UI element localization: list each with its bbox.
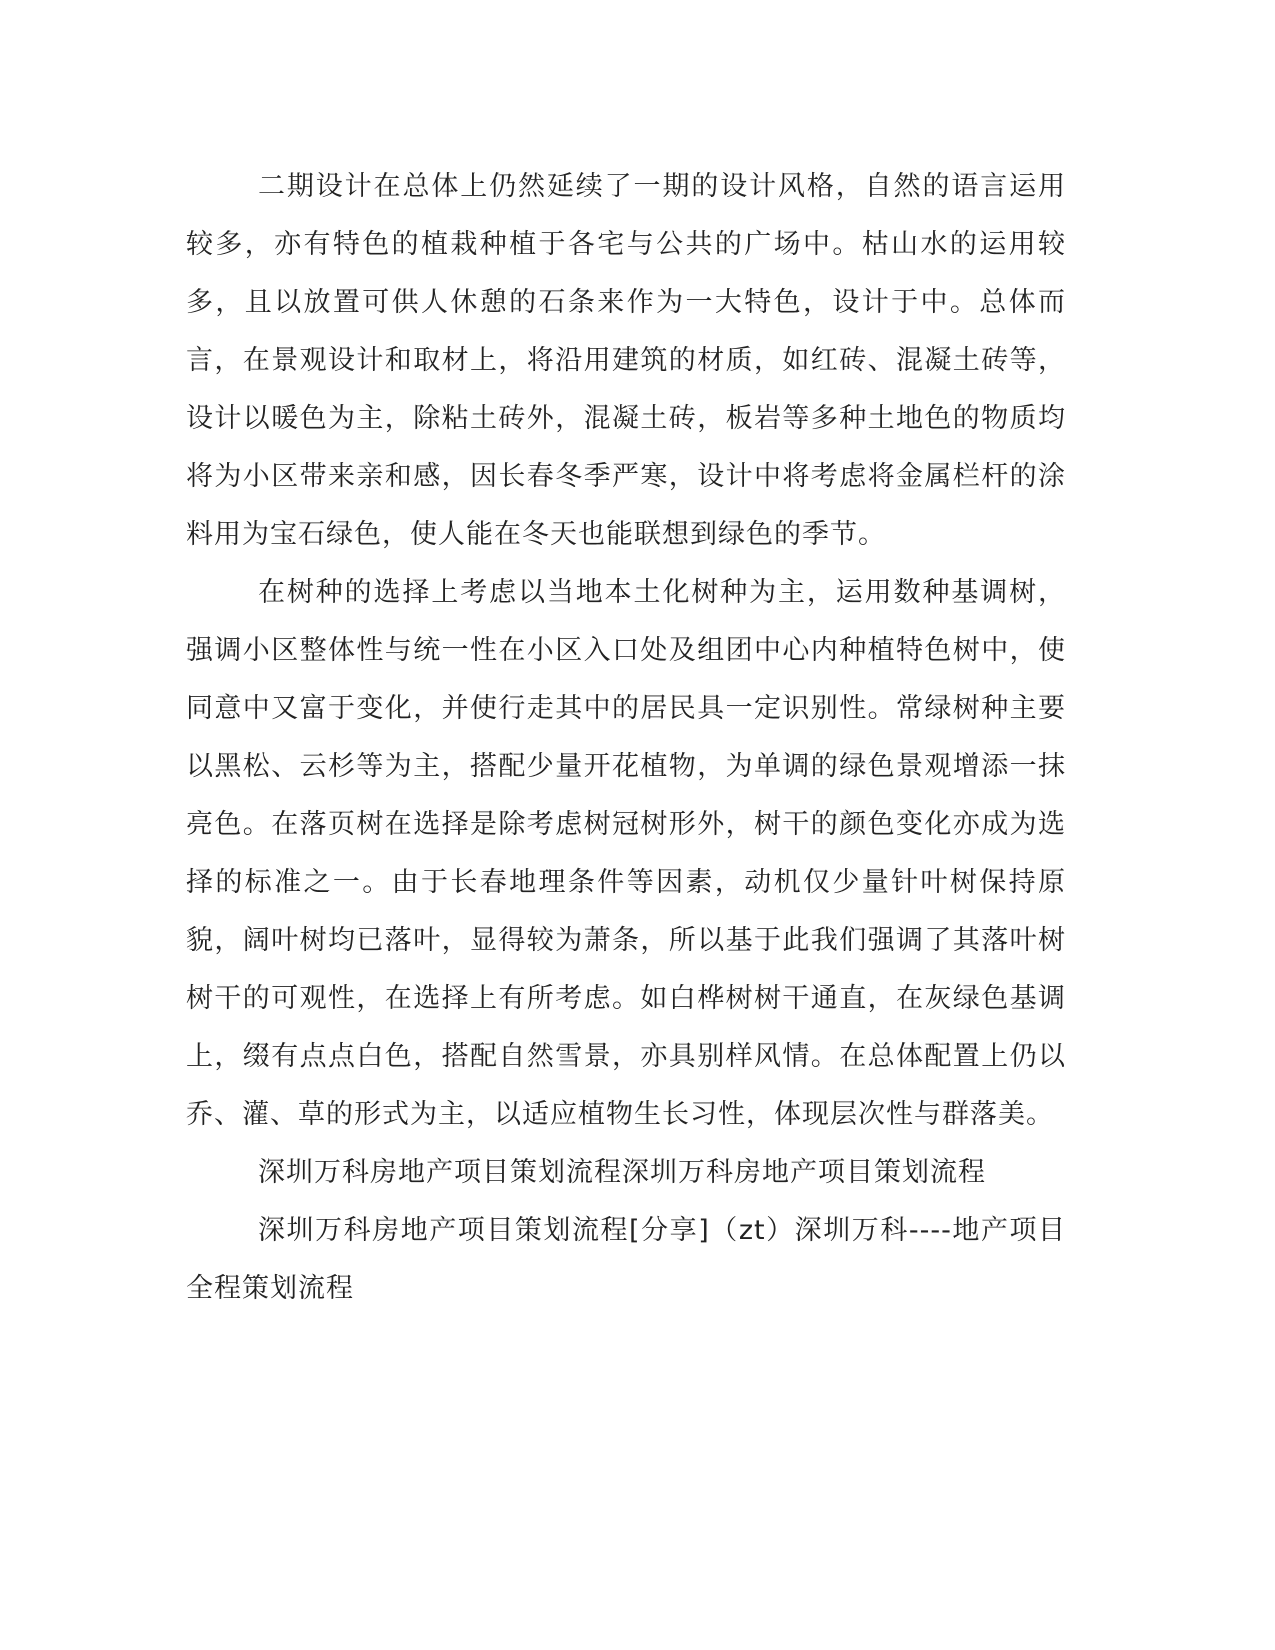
document-body	[186, 158, 1066, 1318]
paragraph-tree-selection: 在树种的选择上考虑以当地本土化树种为主，运用数种基调树，强调小区整体性与统一性在小区入口处及组团中心内种植特色树中，使同意中又富于变化，并使行走其中的居民具一定识别性。常绿树种主要以黑松、云杉等为主，搭配少量开花植物，为单调的绿色景观增添一抹亮色。在落页树在选择是除考虑树冠树形外，树干的颜色变化亦成为选择的标准之一。由于长春地理条件等因素，动机仅少量针叶树保持原貌，阔叶树均已落叶，显得较为萧条，所以基于此我们强调了其落叶树树干的可观性，在选择上有所考虑。如白桦树树干通直，在灰绿色基调上，缀有点点白色，搭配自然雪景，亦具别样风情。在总体配置上仍以乔、灌、草的形式为主，以适应植物生长习性，体现层次性与群落美。	[186, 577, 1066, 1130]
paragraph-vanke-share: 深圳万科房地产项目策划流程[分享]（zt）深圳万科----地产项目全程策划流程	[186, 1215, 1066, 1304]
paragraph-design-style: 二期设计在总体上仍然延续了一期的设计风格，自然的语言运用较多，亦有特色的植栽种植于各宅与公共的广场中。枯山水的运用较多，且以放置可供人休憩的石条来作为一大特色，设计于中。总体而言，在景观设计和取材上，将沿用建筑的材质，如红砖、混凝土砖等，设计以暖色为主，除粘土砖外，混凝土砖，板岩等多种土地色的物质均将为小区带来亲和感，因长春冬季严寒，设计中将考虑将金属栏杆的涂料用为宝石绿色，使人能在冬天也能联想到绿色的季节。	[186, 171, 1066, 550]
paragraph-vanke-title: 深圳万科房地产项目策划流程深圳万科房地产项目策划流程	[258, 1157, 986, 1188]
